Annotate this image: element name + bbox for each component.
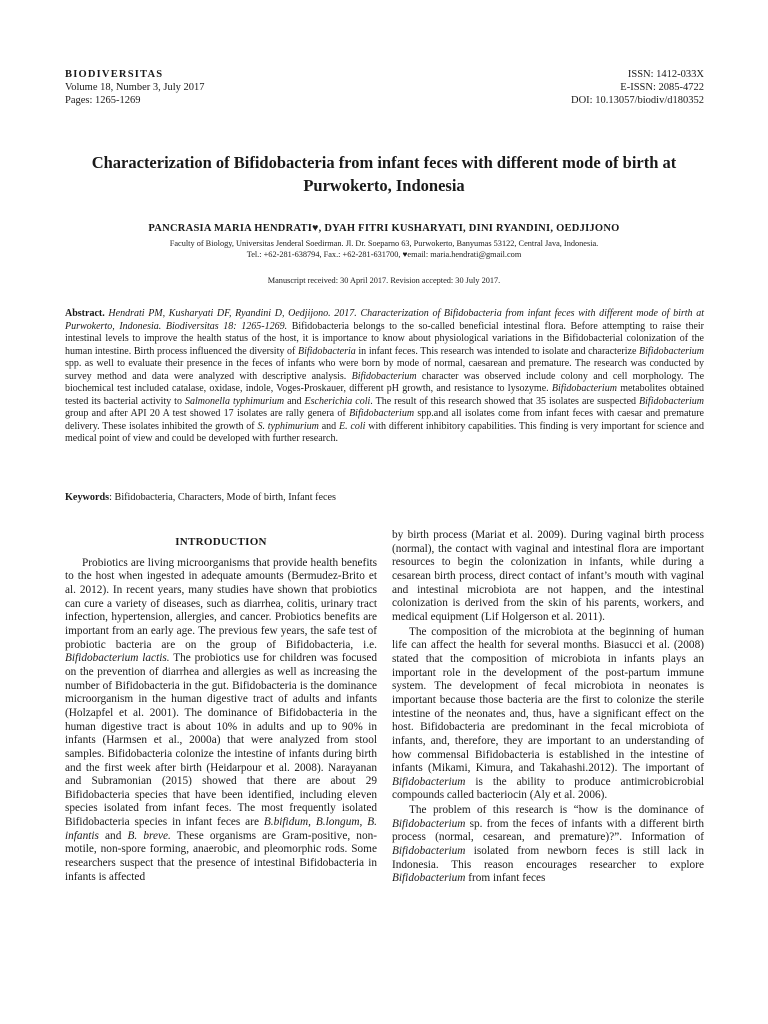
abstract-text: and [321,420,337,432]
abstract-taxon: E. coli [339,420,366,432]
body-text: from infant feces [468,872,546,885]
abstract-text: with different inhibitory capabilities. This finding is very important for science and medical point of view and could be developed with further research. [65,420,705,445]
body-column-left [65,531,377,884]
affiliation [60,238,708,260]
abstract [65,308,704,446]
abstract-text: Bifidobacteria belongs to the so-called beneficial intestinal flora. Before attempting to raise their intestinal levels to improve the health status of the host, it is importance to know about physiological variations in the Bifidobacterial colonization of the human intestine. Birth process influenced the diversity of [65,320,705,357]
body-text: is the ability to produce antimicrobicrobial compounds called bacteriocin (Aly et al. 2006). [392,775,705,802]
body-taxon: Bifidobacterium lactis. [65,652,170,665]
doi: DOI: 10.13057/biodiv/d180352 [571,95,704,106]
abstract-text: group and after API 20 A test showed 17 isolates are rally genera of [65,408,346,420]
body-text: and [105,829,122,842]
abstract-taxon: Escherichia coli [304,395,371,407]
keywords-label: Keywords [65,492,110,503]
eissn: E-ISSN: 2085-4722 [620,82,704,93]
abstract-taxon: Bifidobacterium [349,408,415,420]
intro-paragraph-2: by birth process (Mariat et al. 2009). During vaginal birth process (normal), the contact with vaginal and intestinal flora are important resources to begin the colonization in infants, while during a cesarean birth process, direct contact of infant’s mouth with vaginal and intestinal microbiota are not happen, and the intestinal colonization is derived from the skin of his parents, workers, and medical equipment (Lif Holgerson et al. 2011). [392,529,704,623]
body-taxon: Bifidobacterium [392,775,466,788]
manuscript-dates: Manuscript received: 30 April 2017. Revision accepted: 30 July 2017. [267,276,501,285]
keywords [65,492,704,503]
abstract-text: and [287,395,302,407]
abstract-citation: Hendrati PM, Kusharyati DF, Ryandini D, Oedjijono. 2017. Characterization of Bifidobacteria from infant feces with different mode of birth at Purwokerto, Indonesia. Biodiversitas 18: 1265-1269. [65,308,705,332]
body-text: The problem of this research is “how is the dominance of [409,804,704,817]
abstract-taxon: S. typhimurium [257,420,319,432]
abstract-text: spp.and all isolates come from infant feces with caesar and premature delivery. These isolates inhibited the growth of [65,408,704,432]
abstract-text: metabolites obtained tested its bacterial activity to [65,383,705,407]
section-heading-introduction: INTRODUCTION [175,536,267,548]
abstract-taxon: Bifidobacterium [351,370,417,382]
journal-meta [65,68,205,107]
journal-name: BIODIVERSITAS [65,69,164,80]
abstract-taxon: Bifidobacterium [551,383,617,395]
intro-paragraph-1 [65,557,377,885]
author-list: PANCRASIA MARIA HENDRATI♥, DYAH FITRI KUSHARYATI, DINI RYANDINI, OEDJIJONO [148,223,620,234]
page-range: Pages: 1265-1269 [65,95,141,106]
abstract-text: in infant feces. This research was intended to isolate and characterize [358,345,637,357]
abstract-taxon: Bifidobacterium [639,345,705,357]
abstract-text: spp. as well to evaluate their presence in the feces of infants who were born by mode of normal, caesarean and premature. The research was conducted by survey method and data were analyzed with descriptive analysis. [65,358,704,382]
keywords-list: : Bifidobacteria, Characters, Mode of birth, Infant feces [109,492,337,503]
abstract-taxon: Salmonella typhimurium [184,395,285,407]
body-text: The composition of the microbiota at the beginning of human life can affect the health for several months. Biasucci et al. (2008) stated that the composition of microbiota in infants plays an important role in the development of the post-partum immune system. The development of fecal microbiota in neonates is important because those bacteria are the first to colonize the sterile intestine of the neonates and, thus, have a significant effect on the host. Bifidobacteria are predominant in the fecal microbiota of infants, and, therefore, they are important to an understanding of how commensal Bifidobacteria is established in the intestine of infants (Mikami, Kimura, and Takahashi.2012). The important of [392,625,704,775]
abstract-text: character was observed include colony and cell morphology. The biochemical test included catalase, oxidase, indole, Voges-Proskauer, different pH growth, and resistance to lysozyme. [65,370,705,395]
identifier-meta [571,68,704,107]
abstract-text: . The result of this research showed that 35 isolates are suspected [370,395,637,407]
body-taxon: B.bifidum, B.longum, B. infantis [65,816,377,842]
intro-paragraph-3 [392,626,704,804]
abstract-taxon: Bifidobacterium [639,395,705,407]
volume-info: Volume 18, Number 3, July 2017 [65,82,205,93]
body-text: isolated from newborn feces is still lack in Indonesia. This reason encourages researcher to explore [392,845,705,871]
body-taxon: Bifidobacterium [392,817,466,830]
issn: ISSN: 1412-033X [627,69,704,80]
body-taxon: B. breve. [127,829,171,842]
affiliation-contact: Tel.: +62-281-638794, Fax.: +62-281-631700, ♥email: maria.hendrati@gmail.com [246,250,522,259]
intro-paragraph-4 [392,804,704,886]
abstract-label: Abstract. [65,308,105,319]
body-column-right [392,529,704,886]
body-text: The probiotics use for children was focused on the prevention of diarrhea and allergies as well as increasing the number of Bifidobacteria in the gut. Bifidobacteria is the dominance microorganism in the human digestive tract of adults and infants (Holzapfel et al. 2001). The dominance of Bifidobacteria in the human digestive tract is about 10% in adults and up to 90% in infants (Harmsen et al., 2000a) that were analyzed from stool samples. Bifidobacteria colonize the intestine of infants during birth and the first week after birth (Heidarpour et al. 2008). Narayanan and Subramonian (2015) showed that there are about 29 Bifidobacteria species that have been identified, including eleven species isolated from infant feces. The most frequently isolated Bifidobacteria species in infant feces are [65,652,378,829]
body-text: Probiotics are living microorganisms that provide health benefits to the host when ingested in adequate amounts (Bermudez-Brito et al. 2012). In recent years, many studies have shown that probiotics can cure a variety of diseases, such as diarrhea, colitis, urinary tract infection, hypertension, allergies, and cancer. Probiotics benefits are important from an early age. The previous few years, the safe test of probiotic bacteria are on the group of Bifidobacteria, i.e. [65,556,377,651]
body-taxon: Bifidobacterium [392,845,466,858]
body-text: These organisms are Gram-positive, non-motile, non-spore forming, anaerobic, and pleomorphic rods. Some researchers suspect that the presence of intestinal Bifidobacteria in infants is affected [65,829,377,883]
body-taxon: Bifidobacterium [392,872,466,885]
article-title: Characterization of Bifidobacteria from infant feces with different mode of birth at Purwokerto, Indonesia [91,153,677,195]
affiliation-address: Faculty of Biology, Universitas Jenderal Soedirman. Jl. Dr. Soeparno 63, Purwokerto, Banyumas 53122, Central Java, Indonesia. [169,239,599,248]
abstract-taxon: Bifidobacteria [297,345,356,357]
body-text: sp. from the feces of infants with a different birth process (normal, cesarean, and premature)?”. Information of [392,817,704,844]
